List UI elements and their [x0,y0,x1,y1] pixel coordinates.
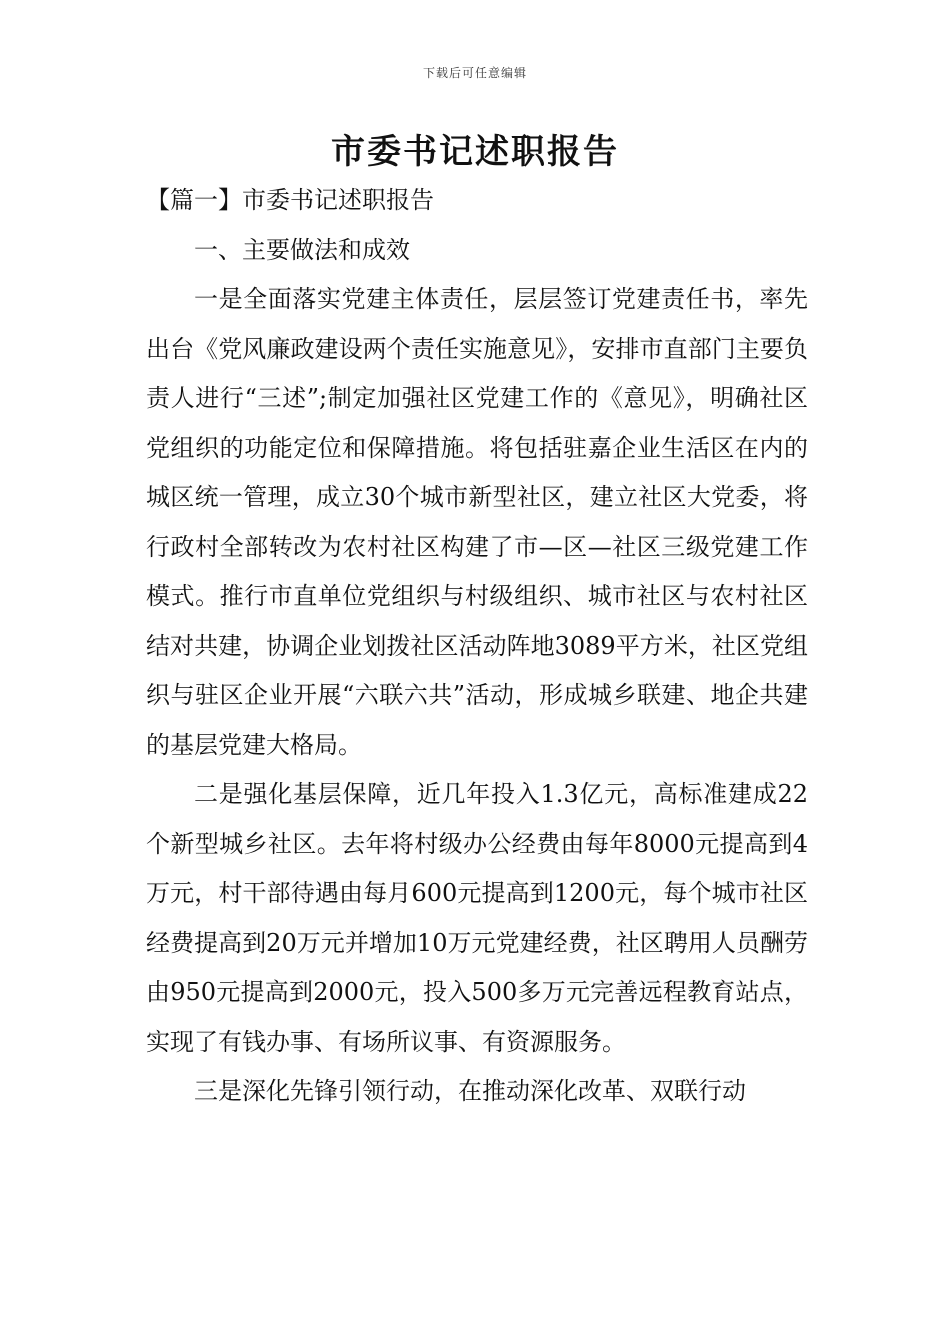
paragraph-1: 一是全面落实党建主体责任，层层签订党建责任书，率先出台《党风廉政建设两个责任实施意见》，安排市直部门主要负责人进行“三述”;制定加强社区党建工作的《意见》，明确社区党组织的功能定位和保障措施。将包括驻嘉企业生活区在内的城区统一管理，成立30个城市新型社区，建立社区大党委，将行政村全部转改为农村社区构建了市—区—社区三级党建工作模式。推行市直单位党组织与村级组织、城市社区与农村社区结对共建，协调企业划拨社区活动阵地3089平方米，社区党组织与驻区企业开展“六联六共”活动，形成城乡联建、地企共建的基层党建大格局。 [146,285,808,759]
page-header-note: 下载后可任意编辑 [422,66,527,80]
paragraph-2: 二是强化基层保障，近几年投入1.3亿元，高标准建成22个新型城乡社区。去年将村级办公经费由每年8000元提高到4万元，村干部待遇由每月600元提高到1200元，每个城市社区经费提高到20万元并增加10万元党建经费，社区聘用人员酬劳由950元提高到2000元，投入500多万元完善远程教育站点，实现了有钱办事、有场所议事、有资源服务。 [146,780,808,1056]
document-body [146,176,808,1117]
paragraph-3: 三是深化先锋引领行动，在推动深化改革、双联行动 [194,1077,746,1105]
document-title: 市委书记述职报告 [331,132,619,172]
section-label: 【篇一】市委书记述职报告 [146,186,434,214]
section-heading: 一、主要做法和成效 [194,235,410,264]
